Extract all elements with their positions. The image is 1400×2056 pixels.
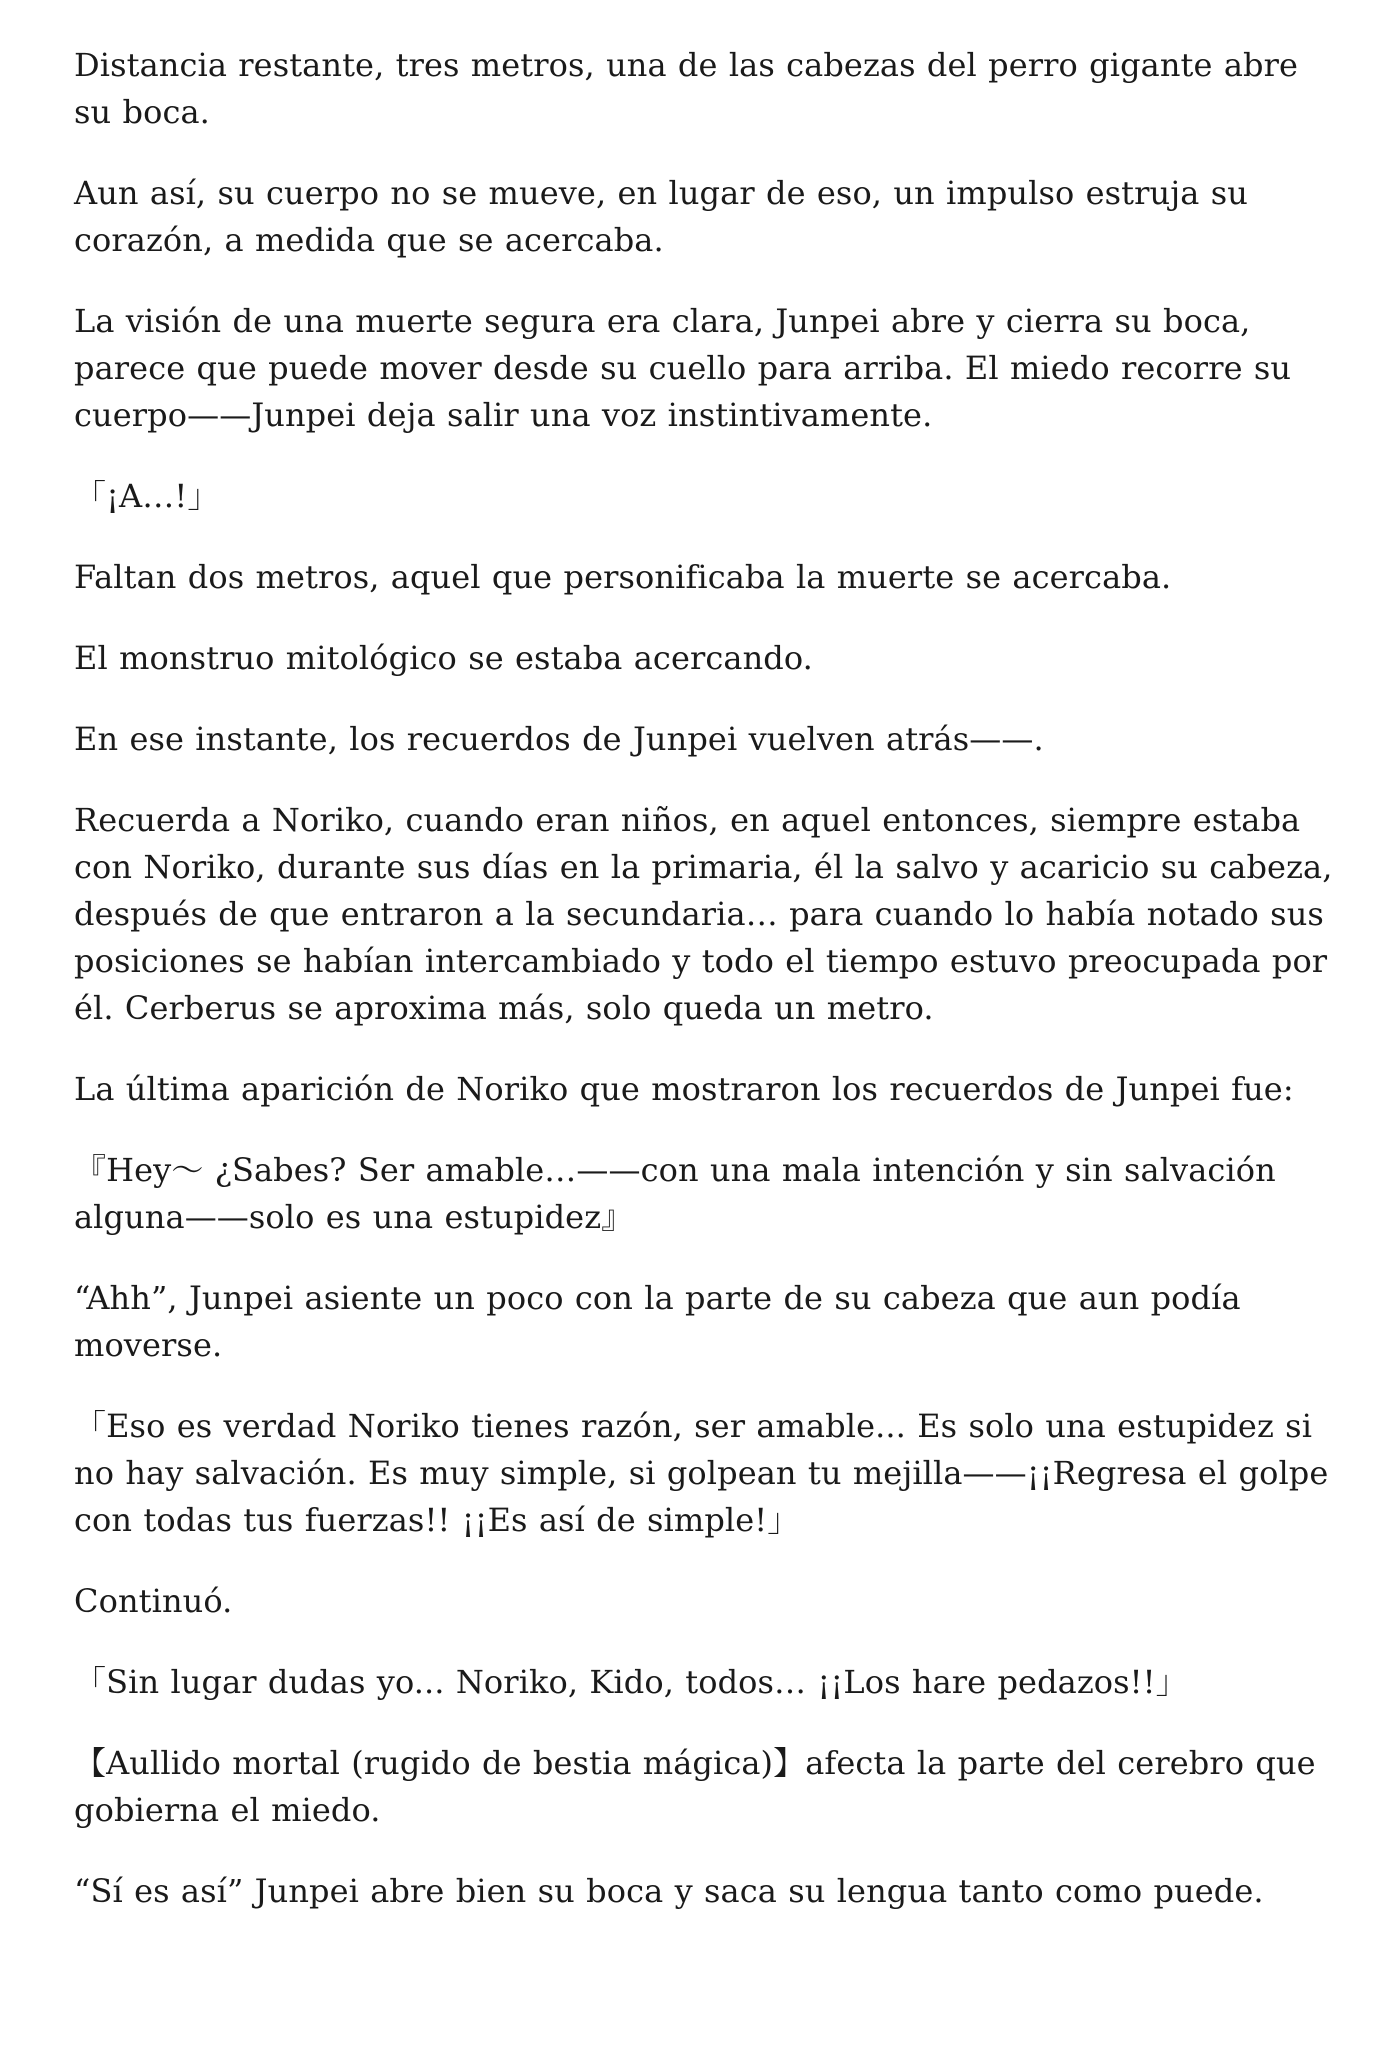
paragraph: “Sí es así” Junpei abre bien su boca y saca su lengua tanto como puede. [74, 1872, 1264, 1910]
paragraph: La visión de una muerte segura era clara, Junpei abre y cierra su boca, parece que puede mover desde su cuello para arriba. El miedo recorre su cuerpo——Junpei deja salir una voz instintivamente. [74, 302, 1292, 434]
paragraph: Distancia restante, tres metros, una de las cabezas del perro gigante abre su boca. [74, 46, 1299, 131]
paragraph: “Ahh”, Junpei asiente un poco con la parte de su cabeza que aun podía moverse. [74, 1279, 1241, 1364]
paragraph: En ese instante, los recuerdos de Junpei vuelven atrás——. [74, 720, 1044, 758]
paragraph: Recuerda a Noriko, cuando eran niños, en aquel entonces, siempre estaba con Noriko, durante sus días en la primaria, él la salvo y acaricio su cabeza, después de que entraron a la secundaria… para cuando lo había notado sus posiciones se habían intercambiado y todo el tiempo estuvo preocupada por él. Cerberus se aproxima más, solo queda un metro. [74, 801, 1333, 1027]
paragraph: Aun así, su cuerpo no se mueve, en lugar de eso, un impulso estruja su corazón, a medida que se acercaba. [74, 174, 1248, 259]
dialogue-line: 『Hey～ ¿Sabes? Ser amable…——con una mala intención y sin salvación alguna——solo es una estupidez』 [74, 1151, 1276, 1236]
paragraph: La última aparición de Noriko que mostraron los recuerdos de Junpei fue: [74, 1070, 1294, 1108]
dialogue-line: 「Eso es verdad Noriko tienes razón, ser amable... Es solo una estupidez si no hay salvación. Es muy simple, si golpean tu mejilla——¡¡Regresa el golpe con todas tus fuerzas!! ¡¡Es así de simple!」 [74, 1407, 1329, 1539]
paragraph: El monstruo mitológico se estaba acercando. [74, 639, 813, 677]
paragraph: Faltan dos metros, aquel que personificaba la muerte se acercaba. [74, 558, 1172, 596]
paragraph: Continuó. [74, 1582, 233, 1620]
paragraph: 【Aullido mortal (rugido de bestia mágica)】afecta la parte del cerebro que gobierna el miedo. [74, 1744, 1316, 1829]
dialogue-line: 「¡A…!」 [74, 477, 220, 515]
dialogue-line: 「Sin lugar dudas yo... Noriko, Kido, todos… ¡¡Los hare pedazos!!」 [74, 1663, 1188, 1701]
